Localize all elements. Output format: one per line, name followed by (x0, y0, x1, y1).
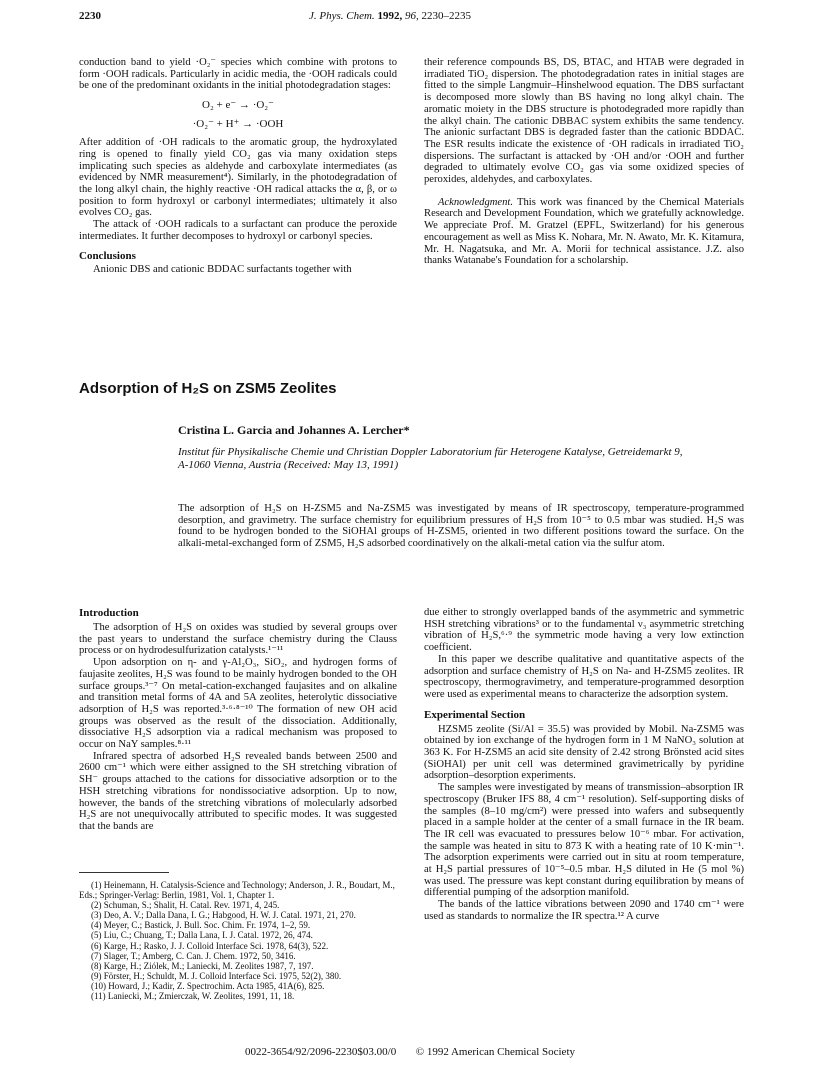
top-left-column (79, 57, 397, 276)
paragraph: The samples were investigated by means of transmission–absorption IR spectroscopy (Bruker IFS 88, 4 cm⁻¹ resolution). Self-supporting disks of the samples (8–10 mg/cm²) were pressed into wafers and subsequently placed in a sample holder at the center of a small furnace in the IR beam. The IR cell was evacuated to pressures below 10⁻⁶ mbar. For activation, the sample was heated in situ to 873 K with a heating rate of 10 K·min⁻¹. The adsorption experiments were carried out in situ at room temperature, at H₂S partial pressures of 10⁻⁵–0.5 mbar. H₂S diluted in He (5 mol %) was used. The pressure was kept constant during equilibration by means of differential pumping of the adsorption manifold. (424, 782, 744, 899)
top-right-column (424, 57, 744, 267)
article-affiliation: Institut für Physikalische Chemie und Christian Doppler Laboratorium für Heterogene Katalyse, Getreidemarkt 9, A-1060 Vienna, Austria (Received: May 13, 1991) (178, 446, 683, 471)
reference-item: (7) Slager, T.; Amberg, C. Can. J. Chem. 1972, 50, 3416. (91, 950, 296, 961)
abstract: The adsorption of H₂S on H-ZSM5 and Na-ZSM5 was investigated by means of IR spectroscopy, temperature-programmed desorption, and gravimetry. The surface chemistry for equilibrium pressures of H₂S from 10⁻⁵ to 0.5 mbar was studied. H₂S was found to be hydrogen bonded to the SiOHAl groups of H-ZSM5, oriented in two different positions toward the surface. On the alkali-metal-exchanged form of ZSM5, H₂S adsorbed coordinatively on the alkali-metal cation via the sulfur atom. (178, 503, 744, 550)
reference-item: (1) Heinemann, H. Catalysis-Science and Technology; Anderson, J. R., Boudart, M., Eds.; Springer-Verlag: Berlin, 1981, Vol. 1, Chapter 1. (79, 880, 395, 901)
body-right-column (424, 607, 744, 923)
reference-item: (10) Howard, J.; Kadir, Z. Spectrochim. Acta 1985, 41A(6), 825. (91, 980, 325, 991)
paragraph: Upon adsorption on η- and γ-Al₂O₃, SiO₂, and hydrogen forms of faujasite zeolites, H₂S was found to be mainly hydrogen bonded to the OH surface groups.³⁻⁷ On metal-cation-exchanged faujasites and on alkaline and transition metal forms of 4A and 5A zeolites, heterolytic dissociative adsorption of H₂S was reported.³·⁶·⁸⁻¹⁰ The formation of new OH acid groups was observed as the result of the dissociation. Additionally, dissociative H₂S adsorption via a radical mechanism was proposed to occur on NaY samples.⁸·¹¹ (79, 657, 397, 751)
journal-name: J. Phys. Chem. (309, 10, 375, 22)
journal-year: 1992, (377, 10, 403, 22)
article-authors: Cristina L. Garcia and Johannes A. Lercher* (178, 423, 410, 437)
footer-copyright: © 1992 American Chemical Society (415, 1046, 575, 1058)
section-heading: Introduction (79, 607, 139, 619)
page-footer (0, 1046, 820, 1058)
page-header (79, 10, 743, 24)
reference-list (79, 880, 397, 1001)
paragraph: their reference compounds BS, DS, BTAC, and HTAB were degraded in irradiated TiO₂ dispersion. The photodegradation rates in initial stages are fitted to the simple Langmuir–Hinshelwood equation. The DBS surfactant is decomposed more slowly than BS having no long alkyl chain. The aromatic moiety in the DBS structure is photodegraded more rapidly than the alkyl chain. The cationic DBBAC system exhibits the same tendency. The anionic surfactant DBS is degraded faster than the cationic BDDAC. The ESR results indicate the existence of ·OH radicals in irradiated TiO₂ dispersions. The surfactant is attacked by ·OH and/or ·OOH and further degraded to ultimately evolve CO₂ gas via some oxidized species of peroxides, aldehydes, and carboxylates. (424, 57, 744, 186)
reference-item: (8) Karge, H.; Ziólek, M.; Laniecki, M. Zeolites 1987, 7, 197. (91, 960, 314, 971)
reference-item: (3) Deo, A. V.; Dalla Dana, I. G.; Habgood, H. W. J. Catal. 1971, 21, 270. (91, 910, 356, 921)
footnote-rule (79, 872, 169, 873)
paragraph: HZSM5 zeolite (Si/Al = 35.5) was provided by Mobil. Na-ZSM5 was obtained by ion exchange of the hydrogen form in 1 M NaNO₃ solution at 363 K. For H-ZSM5 an acid site density of 2.42 strong Brönsted acid sites (SiOHAl) per unit cell was determined gravimetrically by pyridine adsorption–desorption experiments. (424, 723, 744, 782)
acknowledgment (424, 197, 744, 267)
journal-volume: 96, (404, 10, 419, 22)
equation: ·O₂⁻ + H⁺ → ·OOH (192, 118, 284, 131)
acknowledgment-label: Acknowledgment. (438, 196, 514, 208)
paragraph: The bands of the lattice vibrations between 2090 and 1740 cm⁻¹ were used as standards to normalize the IR spectra.¹² A curve (424, 899, 744, 922)
journal-pages: 2230–2235 (421, 10, 471, 22)
paragraph: conduction band to yield ·O₂⁻ species which combine with protons to form ·OOH radicals. Particularly in acidic media, the ·OOH radicals could be one of the predominant oxidants in the initial photodegradation stages: (79, 57, 397, 92)
paragraph: In this paper we describe qualitative and quantitative aspects of the adsorption and surface chemistry of H₂S on Na- and H-ZSM5 zeolites. IR spectroscopy, thermogravimetry, and temperature-programmed desorption were used as experimental means to characterize the adsorption system. (424, 653, 744, 700)
body-left-column (79, 607, 397, 833)
article-title: Adsorption of H₂S on ZSM5 Zeolites (79, 380, 337, 397)
paragraph: The adsorption of H₂S on oxides was studied by several groups over the past years to understand the surface chemistry during the Clauss process or on hydrodesulfurization catalysts.¹⁻¹¹ (79, 622, 397, 657)
reference-item: (6) Karge, H.; Rasko, J. J. Colloid Interface Sci. 1978, 64(3), 522. (91, 940, 329, 951)
reference-item: (5) Liu, C.; Chuang, T.; Dalla Lana, I. J. Catal. 1972, 26, 474. (91, 930, 313, 941)
reference-item: (11) Laniecki, M.; Zmierczak, W. Zeolites, 1991, 11, 18. (91, 991, 295, 1002)
journal-citation (309, 10, 471, 22)
equation: O₂ + e⁻ → ·O₂⁻ (202, 99, 274, 112)
reference-item: (9) Förster, H.; Schuldt, M. J. Colloid Interface Sci. 1975, 52(2), 380. (91, 970, 342, 981)
section-heading: Conclusions (79, 250, 136, 263)
acknowledgment-text: This work was financed by the Chemical Materials Research and Development Foundation, which we gratefully acknowledge. We appreciate Prof. M. Gratzel (EPFL, Switzerland) for his generous encouragement as well as Miss K. Nohara, Mr. N. Awato, Mr. K. Kitamura, Mr. H. Nagatsuka, and Mr. A. Morii for technical assistance. J.Z. also thanks Watanabe's Foundation for a scholarship. (424, 196, 744, 267)
paragraph: After addition of ·OH radicals to the aromatic group, the hydroxylated ring is opened to finally yield CO₂ gas via many oxidation steps implicating such species as aldehyde and carboxylate intermediates (as evidenced by NMR measurement⁴). Similarly, in the photodegradation of the long alkyl chain, the highly reactive ·OH radical attacks the α, β, or ω position to form hydroxyl or carbonyl intermediates; ultimately it also evolves CO₂ gas. (79, 137, 397, 219)
paragraph: Infrared spectra of adsorbed H₂S revealed bands between 2500 and 2600 cm⁻¹ which were either assigned to the SH stretching vibration of SH⁻ groups attached to the cations for dissociative adsorption or to the HSH stretching vibrations for nondissociative adsorption. Up to now, however, the bands of the stretching vibrations of molecularly adsorbed H₂S are not unequivocally attributed to specific modes. It was suggested that the bands are (79, 750, 397, 832)
reference-item: (2) Schuman, S.; Shalit, H. Catal. Rev. 1971, 4, 245. (91, 900, 280, 911)
paragraph: Anionic DBS and cationic BDDAC surfactants together with (93, 264, 352, 276)
reference-item: (4) Meyer, C.; Bastick, J. Bull. Soc. Chim. Fr. 1974, 1–2, 59. (91, 920, 311, 931)
page-number: 2230 (79, 10, 101, 22)
footer-code: 0022-3654/92/2096-2230$03.00/0 (244, 1046, 397, 1058)
section-heading: Experimental Section (424, 708, 526, 721)
paragraph: The attack of ·OOH radicals to a surfactant can produce the peroxide intermediates. It further decomposes to hydroxyl or carbonyl species. (79, 219, 397, 242)
paragraph: due either to strongly overlapped bands of the asymmetric and symmetric HSH stretching vibrations³ or to the fundamental ν₃ asymmetric stretching vibration of H₂S,⁶·⁹ the symmetric mode having a very low extinction coefficient. (424, 607, 744, 654)
